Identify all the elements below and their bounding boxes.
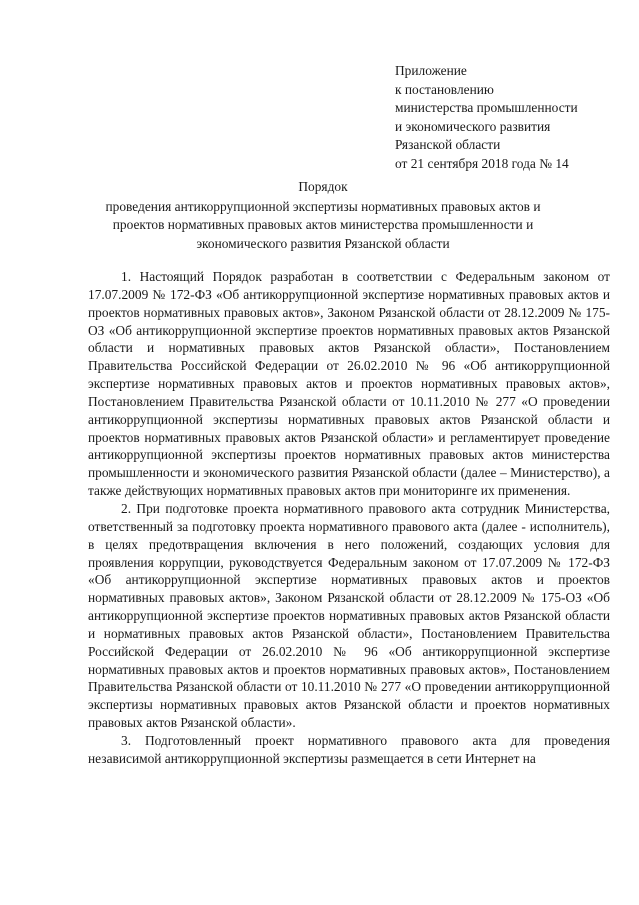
appendix-line: министерства промышленности	[395, 100, 578, 116]
appendix-block	[395, 62, 625, 174]
paragraph-3: 3. Подготовленный проект нормативного правового акта для проведения независимой антикоррупционной экспертизы размещается в сети Интернет на	[88, 732, 610, 766]
appendix-line: Рязанской области	[395, 137, 501, 153]
document-heading	[80, 178, 566, 253]
appendix-line: Приложение	[395, 63, 467, 78]
appendix-line: к постановлению	[395, 81, 494, 97]
document-subtitle: проведения антикоррупционной экспертизы нормативных правовых актов и проектов нормативных правовых актов министерства промышленности и экономического развития Рязанской области	[105, 198, 541, 251]
document-body	[88, 268, 610, 768]
paragraph-1: 1. Настоящий Порядок разработан в соответствии с Федеральным законом от 17.07.2009 № 172-ФЗ «Об антикоррупционной экспертизе нормативных правовых актов и проектов нормативных правовых актов», Законом Рязанской области от 28.12.2009 № 175-ОЗ «Об антикоррупционной экспертизе проектов нормативных правовых актов Рязанской области и нормативных правовых актов Рязанской области», Постановлением Правительства Российской Федерации от 26.02.2010 № 96 «Об антикоррупционной экспертизе нормативных правовых актов и проектов нормативных правовых актов», Постановлением Правительства Рязанской области от 10.11.2010 № 277 «О проведении антикоррупционной экспертизы нормативных правовых актов Рязанской области и проектов нормативных правовых актов Рязанской области» и регламентирует проведение антикоррупционной экспертизы проектов нормативных правовых актов министерства промышленности и экономического развития Рязанской области (далее – Министерство), а также действующих нормативных правовых актов при мониторинге их применения.	[88, 269, 610, 499]
document-title: Порядок	[298, 179, 348, 194]
appendix-line: от 21 сентября 2018 года № 14	[395, 155, 569, 171]
appendix-line: и экономического развития	[395, 118, 551, 134]
paragraph-2: 2. При подготовке проекта нормативного правового акта сотрудник Министерства, ответственный за подготовку проекта нормативного правового акта (далее - исполнитель), в целях предотвращения включения в него положений, создающих условия для проявления коррупции, руководствуется Федеральным законом от 17.07.2009 № 172-ФЗ «Об антикоррупционной экспертизе нормативных правовых актов и проектов нормативных правовых актов», Законом Рязанской области от 28.12.2009 № 175-ОЗ «Об антикоррупционной экспертизе проектов нормативных правовых актов Рязанской области и нормативных правовых актов Рязанской области», Постановлением Правительства Российской Федерации от 26.02.2010 № 96 «Об антикоррупционной экспертизе нормативных правовых актов и проектов нормативных правовых актов», Постановлением Правительства Рязанской области от 10.11.2010 № 277 «О проведении антикоррупционной экспертизы нормативных правовых актов Рязанской области и проектов нормативных правовых актов Рязанской области».	[88, 500, 610, 731]
